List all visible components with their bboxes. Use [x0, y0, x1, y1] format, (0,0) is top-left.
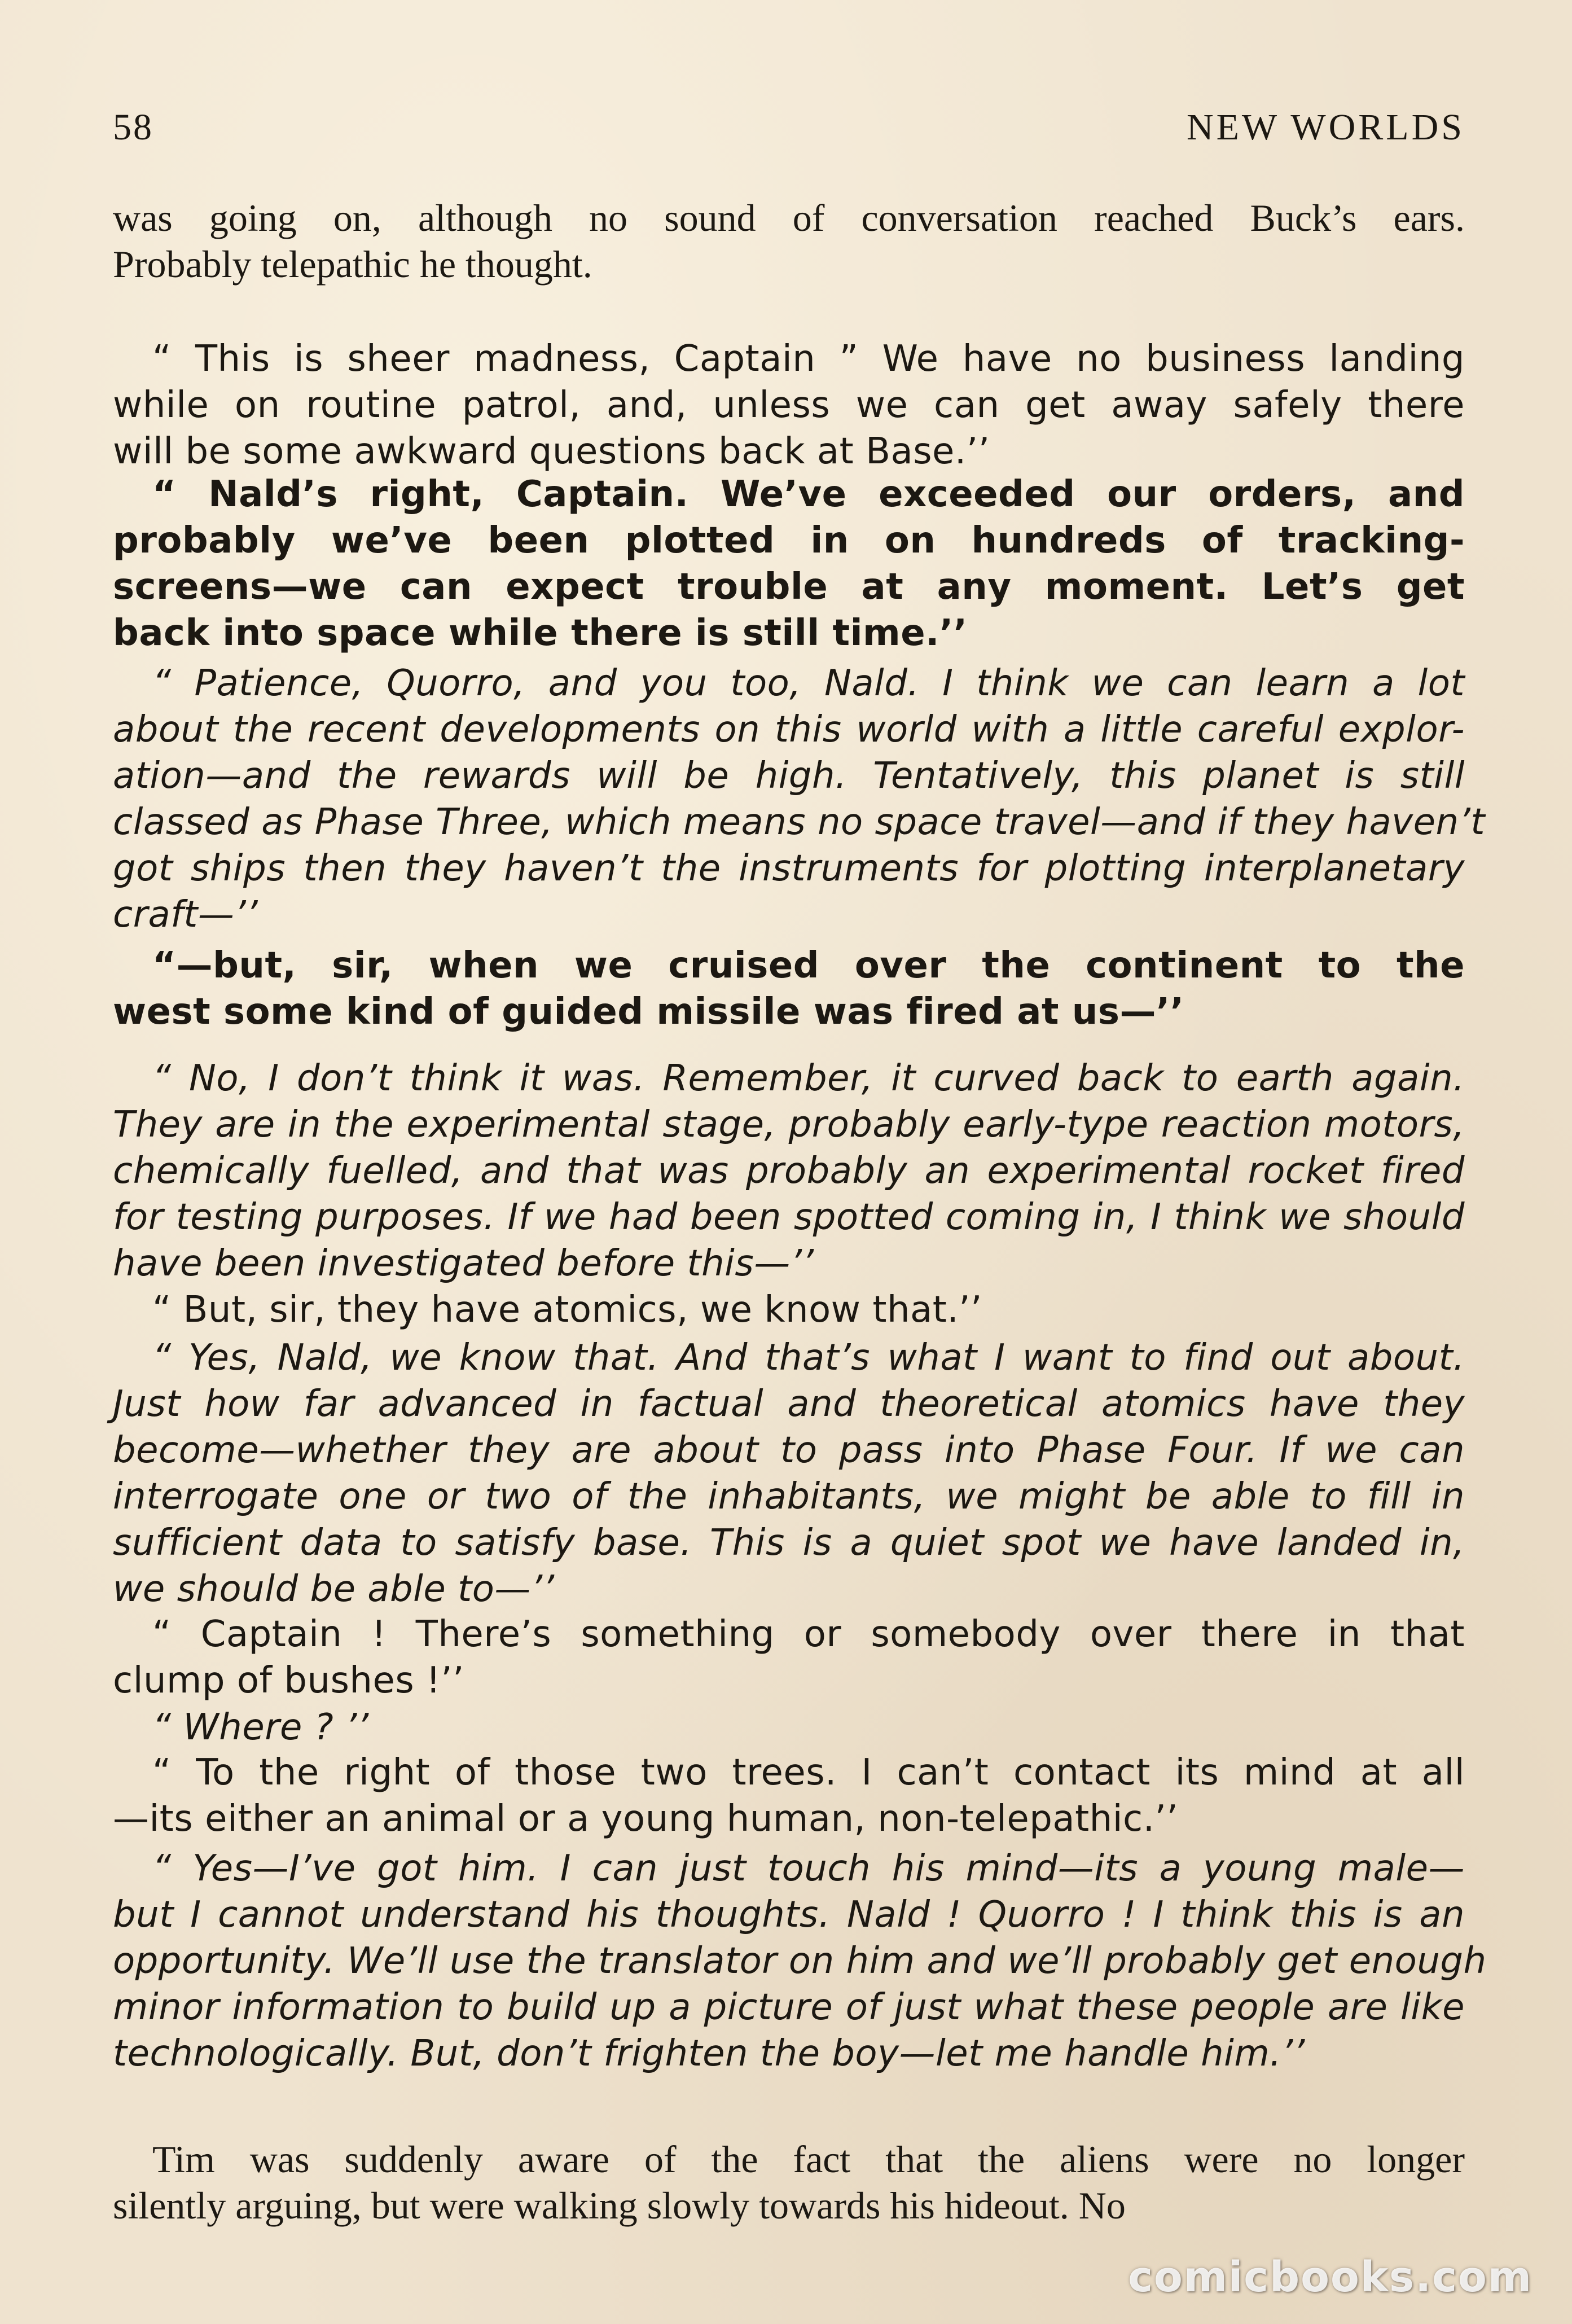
text-line: about the recent developments on this world with a little careful explor-: [113, 709, 1465, 751]
text-line: “—but, sir, when we cruised over the continent to the: [152, 945, 1465, 986]
text-line: —its either an animal or a young human, non-telepathic.’’: [113, 1798, 1179, 1840]
text-line: silently arguing, but were walking slowly towards his hideout. No: [113, 2184, 1126, 2227]
paragraph: [113, 1335, 1465, 1612]
text-line: “ To the right of those two trees. I can’t contact its mind at all: [152, 1752, 1465, 1794]
paragraph: [113, 336, 1465, 475]
text-line: “ But, sir, they have atomics, we know that.’’: [152, 1289, 982, 1331]
text-line: was going on, although no sound of conversation reached Buck’s ears.: [113, 196, 1465, 239]
text-line: for testing purposes. If we had been spotted coming in, I think we should: [113, 1196, 1465, 1238]
text-line: “ Where ? ’’: [152, 1707, 369, 1748]
text-line: chemically fuelled, and that was probably an experimental rocket fired: [113, 1150, 1465, 1192]
paragraph: [113, 1287, 1465, 1333]
text-line: minor information to build up a picture of just what these people are like: [113, 1987, 1465, 2028]
running-header: [113, 96, 1465, 158]
text-line: clump of bushes !’’: [113, 1660, 464, 1702]
paragraph: [113, 1845, 1487, 2077]
paragraph: [113, 1704, 1465, 1751]
text-line: technologically. But, don’t frighten the boy—let me handle him.’’: [113, 2033, 1305, 2075]
text-line: ation—and the rewards will be high. Tentatively, this planet is still: [113, 755, 1465, 797]
text-line: we should be able to—’’: [113, 1568, 555, 1610]
text-line: while on routine patrol, and, unless we can get away safely there: [113, 384, 1465, 426]
text-line: west some kind of guided missile was fired at us—’’: [113, 991, 1184, 1033]
text-line: have been investigated before this—’’: [113, 1243, 814, 1284]
paragraph: [113, 942, 1465, 1035]
text-line: “ Yes, Nald, we know that. And that’s what I want to find out about.: [152, 1337, 1465, 1379]
text-line: craft—’’: [113, 894, 258, 936]
text-line: screens—we can expect trouble at any moment. Let’s get: [113, 566, 1465, 608]
paragraph: [113, 660, 1485, 938]
book-page: [113, 0, 1487, 2324]
text-line: “ Yes—I’ve got him. I can just touch his mind—its a young male—: [152, 1848, 1465, 1889]
text-line: probably we’ve been plotted in on hundreds of tracking-: [113, 520, 1465, 562]
paragraph: [113, 1055, 1465, 1287]
text-line: “ Captain ! There’s something or somebody over there in that: [152, 1613, 1465, 1655]
page-number: 58: [113, 107, 153, 148]
text-line: Just how far advanced in factual and theoretical atomics have they: [113, 1383, 1465, 1425]
text-line: “ Patience, Quorro, and you too, Nald. I think we can learn a lot: [152, 663, 1465, 704]
text-line: got ships then they haven’t the instruments for plotting interplanetary: [113, 848, 1465, 889]
paragraph: [113, 2136, 1465, 2229]
text-line: sufficient data to satisfy base. This is a quiet spot we have landed in,: [113, 1522, 1465, 1564]
site-watermark: comicbooks.com: [1128, 2253, 1533, 2301]
text-line: become—whether they are about to pass into Phase Four. If we can: [113, 1430, 1465, 1471]
text-line: will be some awkward questions back at Base.’’: [113, 431, 990, 472]
text-line: interrogate one or two of the inhabitants, we might be able to fill in: [113, 1476, 1465, 1518]
paragraph: [113, 195, 1465, 287]
text-line: They are in the experimental stage, probably early-type reaction motors,: [113, 1104, 1465, 1146]
text-line: classed as Phase Three, which means no space travel—and if they haven’t: [113, 801, 1485, 843]
text-line: Probably telepathic he thought.: [113, 243, 592, 286]
text-line: “ No, I don’t think it was. Remember, it curved back to earth again.: [152, 1058, 1465, 1099]
paragraph: [113, 471, 1465, 656]
paragraph: [113, 1749, 1465, 1842]
text-line: Tim was suddenly aware of the fact that the aliens were no longer: [152, 2138, 1465, 2181]
text-line: “ Nald’s right, Captain. We’ve exceeded our orders, and: [152, 473, 1465, 515]
text-line: “ This is sheer madness, Captain ” We have no business landing: [152, 338, 1465, 380]
text-line: opportunity. We’ll use the translator on him and we’ll probably get enough: [113, 1940, 1487, 1982]
running-title: NEW WORLDS: [1186, 107, 1465, 148]
text-line: but I cannot understand his thoughts. Nald ! Quorro ! I think this is an: [113, 1894, 1465, 1936]
paragraph: [113, 1611, 1465, 1704]
text-line: back into space while there is still time.’’: [113, 612, 968, 654]
